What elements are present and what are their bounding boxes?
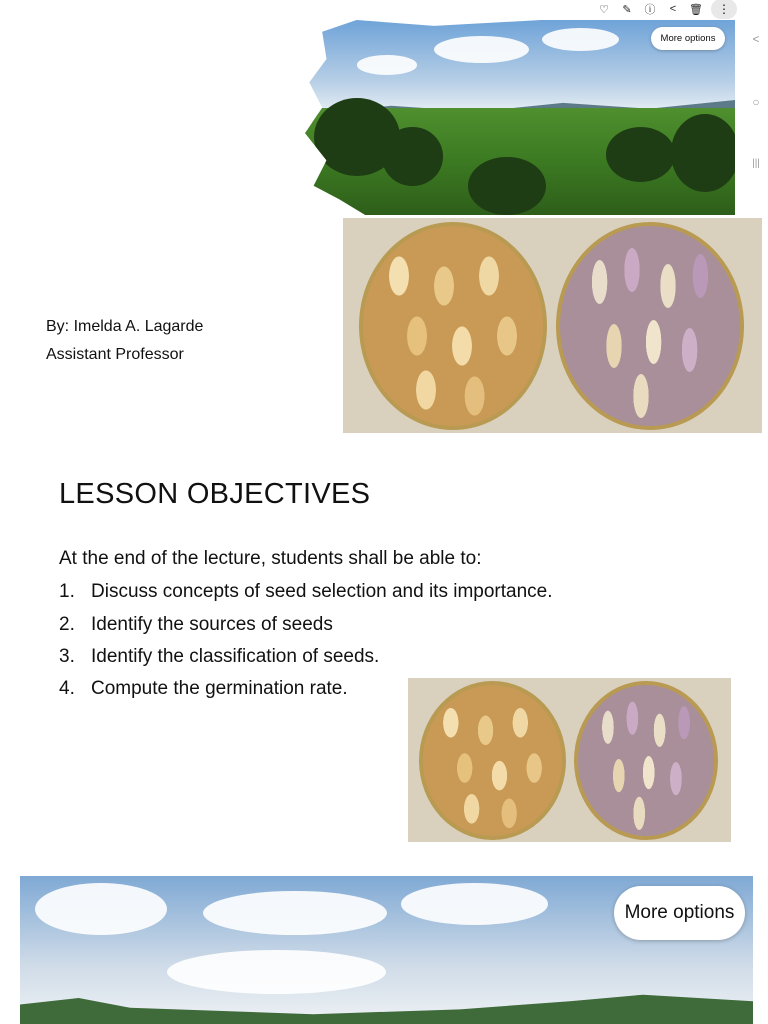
- objective-number: 3.: [59, 646, 75, 667]
- recents-icon[interactable]: |||: [752, 158, 760, 169]
- rice-seeds-image-top: [343, 218, 762, 433]
- tree: [468, 157, 545, 216]
- cloud: [203, 891, 386, 935]
- author-name: By: Imelda A. Lagarde: [46, 318, 204, 335]
- objective-item: [59, 581, 553, 603]
- heart-icon[interactable]: ♡: [599, 3, 609, 16]
- objective-number: 2.: [59, 614, 75, 635]
- pencil-icon[interactable]: ✎: [622, 3, 632, 16]
- objective-item: [59, 614, 333, 636]
- tree: [606, 127, 675, 182]
- image-toolbar: [596, 0, 737, 18]
- cloud: [167, 950, 387, 994]
- author-title: Assistant Professor: [46, 346, 184, 363]
- magnifier-lens-golden-seeds: [419, 681, 566, 840]
- more-options-tooltip-top[interactable]: More options: [651, 27, 725, 50]
- cloud: [434, 36, 529, 63]
- magnifier-lens-purple-seeds: [556, 222, 744, 430]
- more-options-tooltip-bottom[interactable]: More options: [614, 886, 745, 940]
- author-block: [46, 313, 203, 369]
- back-icon[interactable]: <: [752, 32, 760, 46]
- home-icon[interactable]: ○: [752, 95, 760, 109]
- share-icon[interactable]: <: [669, 3, 677, 15]
- cloud: [401, 883, 548, 924]
- objective-item: [59, 678, 348, 700]
- more-vert-icon[interactable]: ⋮: [711, 0, 737, 19]
- objective-text: Identify the classification of seeds.: [91, 646, 380, 667]
- cloud: [357, 55, 417, 75]
- mountains: [20, 991, 753, 1024]
- objectives-intro: At the end of the lecture, students shall be able to:: [59, 548, 482, 569]
- trash-icon[interactable]: 🗑: [689, 3, 703, 16]
- cloud: [35, 883, 167, 935]
- slide-title: LESSON OBJECTIVES: [59, 478, 371, 510]
- cloud: [542, 28, 619, 51]
- objective-text: Compute the germination rate.: [91, 678, 348, 699]
- objective-number: 4.: [59, 678, 75, 699]
- objective-number: 1.: [59, 581, 75, 602]
- rice-seeds-image-lower: [408, 678, 731, 842]
- objective-text: Discuss concepts of seed selection and its importance.: [91, 581, 553, 602]
- objective-item: [59, 646, 379, 668]
- tree: [382, 127, 442, 186]
- info-icon[interactable]: ⓘ: [644, 4, 656, 16]
- objective-text: Identify the sources of seeds: [91, 614, 333, 635]
- magnifier-lens-purple-seeds: [574, 681, 718, 840]
- tree: [671, 114, 736, 192]
- magnifier-lens-golden-seeds: [359, 222, 547, 430]
